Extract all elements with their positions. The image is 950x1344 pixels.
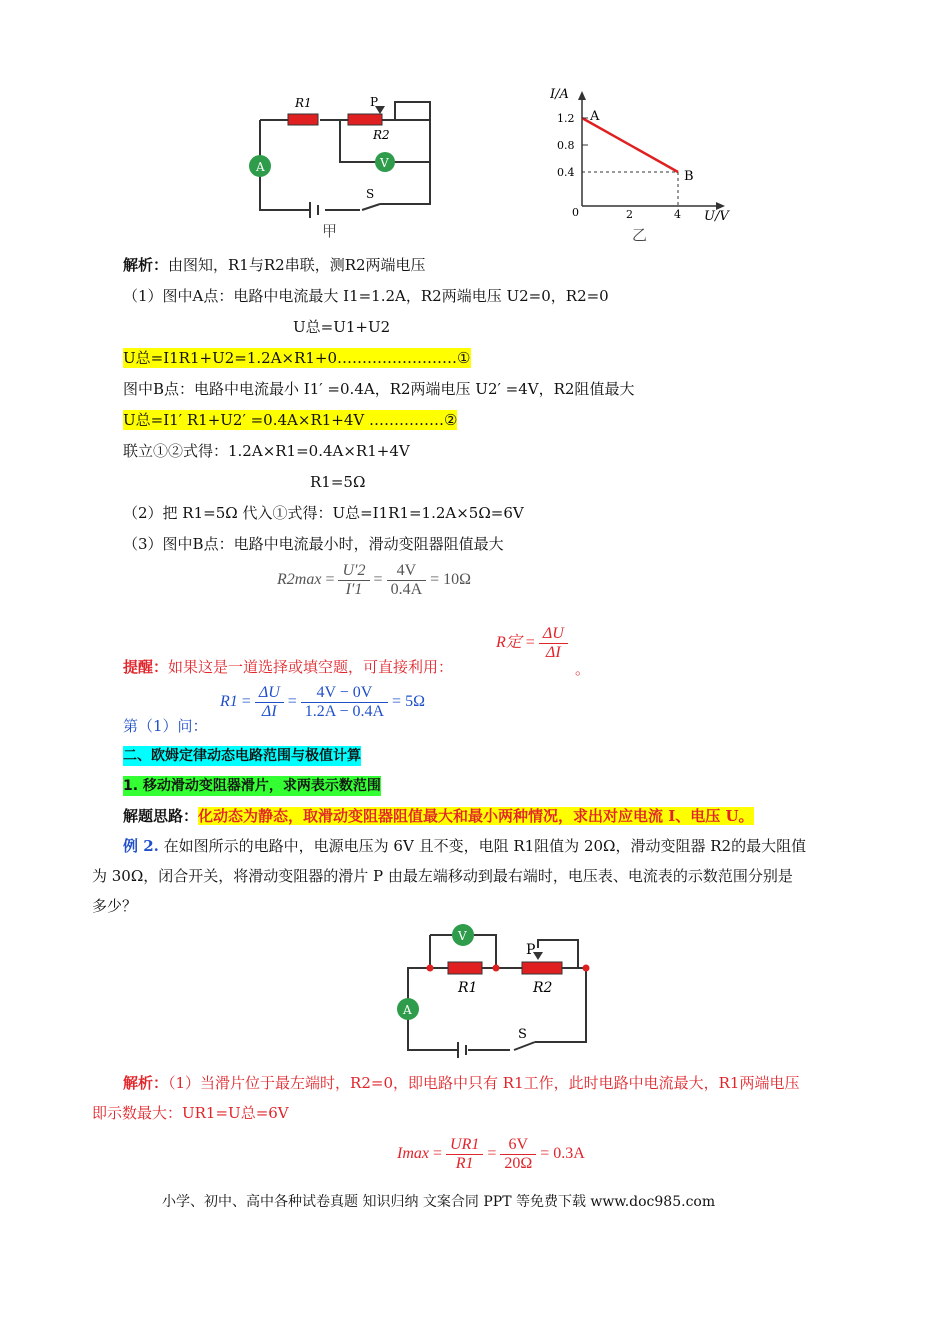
analysis2-label: 解析： (123, 1074, 169, 1092)
formula-lhs: R1 (220, 693, 238, 711)
formula-lhs: Imax (397, 1145, 429, 1163)
formula-lhs: R定 (496, 634, 522, 652)
approach-label: 解题思路： (123, 807, 199, 825)
slider-p-label: P (370, 95, 379, 109)
formula-r1: R1 = $\frac{\Delta U}{\Delta I}$ = $\frac{4V - 0V}{1.2A - 0.4A}$ = 5Ω (220, 684, 425, 720)
voltmeter-label: V (380, 156, 389, 170)
formula-result: = 0.3A (540, 1145, 585, 1163)
figure-caption-jia: 甲 (322, 222, 338, 240)
ammeter-label: A (403, 1003, 412, 1017)
formula-lhs: R2max (277, 571, 322, 589)
point-a-label: A (590, 109, 600, 124)
voltmeter-label: V (458, 929, 467, 943)
tip-text: 如果这是一道选择或填空题，可直接利用： (168, 658, 454, 676)
analysis-line: （2）把 R1=5Ω 代入①式得：U总=I1R1=1.2A×5Ω=6V (123, 504, 524, 522)
equation-line: R1=5Ω (310, 473, 366, 491)
fraction-denominator: 20Ω (504, 1155, 533, 1172)
highlighted-equation: U总=I1′ R1+U2′ =0.4A×R1+4V ……………② (123, 411, 458, 429)
fraction-denominator: ΔI (261, 703, 277, 720)
y-tick: 0.4 (557, 166, 575, 179)
formula-r-ding: R定 = $\frac{\Delta U}{\Delta I}$ (496, 625, 568, 662)
formula-imax: Imax = $\frac{UR1}{R1}$ = $\frac{6V}{20\Omega}$ = 0.3A (397, 1136, 585, 1172)
fraction-numerator: U′2 (338, 562, 369, 581)
page-footer: 小学、初中、高中各种试卷真题 知识归纳 文案合同 PPT 等免费下载 www.doc985.com (162, 1194, 716, 1210)
r2-label: R2 (373, 128, 390, 142)
subsection-heading: 1. 移动滑动变阻器滑片，求两表示数范围 (123, 778, 381, 794)
x-tick: 0 (572, 206, 579, 219)
example-line (123, 836, 806, 856)
example-text: 多少？ (92, 897, 138, 915)
r2-label: R2 (533, 980, 553, 996)
ammeter-label: A (256, 160, 265, 174)
formula-result: = 10Ω (430, 571, 472, 589)
x-axis-label: U/V (704, 209, 729, 224)
fraction-denominator: 0.4A (390, 581, 423, 598)
tip-line (123, 657, 453, 677)
fraction-denominator: ΔI (545, 644, 561, 661)
highlighted-equation: U总=I1R1+U2=1.2A×R1+0……………………① (123, 349, 471, 367)
equation-line: U总=U1+U2 (293, 318, 391, 336)
circuit-diagram-example2 (390, 920, 600, 1060)
figure-caption-yi: 乙 (632, 226, 648, 244)
fraction-denominator: 1.2A − 0.4A (304, 703, 385, 720)
switch-label: S (366, 187, 375, 201)
fraction-numerator: 6V (500, 1136, 536, 1155)
tip-end: 。 (575, 660, 591, 678)
x-tick: 4 (674, 208, 681, 221)
analysis2-text: （1）当滑片位于最左端时，R2=0，即电路中只有 R1工作，此时电路中电流最大，R1两端电压 (168, 1074, 800, 1092)
circuit-diagram-jia (240, 92, 440, 242)
question-1-label: 第（1）问： (123, 717, 208, 735)
tip-label: 提醒： (123, 658, 169, 676)
y-tick: 0.8 (557, 139, 575, 152)
fraction-numerator: ΔU (255, 684, 284, 703)
fraction-numerator: 4V − 0V (301, 684, 388, 703)
fraction-numerator: 4V (387, 562, 427, 581)
analysis-line: （1）图中A点：电路中电流最大 I1=1.2A，R2两端电压 U2=0，R2=0 (123, 287, 609, 305)
example-label: 例 2. (123, 837, 159, 855)
analysis2-line (123, 1073, 799, 1093)
analysis2-text: 即示数最大：UR1=U总=6V (92, 1104, 289, 1122)
analysis-line: 图中B点：电路中电流最小 I1′ =0.4A，R2两端电压 U2′ =4V，R2阻值最大 (123, 380, 635, 398)
fraction-denominator: R1 (455, 1155, 474, 1172)
analysis-line: （3）图中B点：电路中电流最小时，滑动变阻器阻值最大 (123, 535, 504, 553)
x-tick: 2 (626, 208, 633, 221)
y-axis-label: I/A (550, 88, 569, 102)
analysis-text: 由图知，R1与R2串联，测R2两端电压 (168, 256, 426, 274)
fraction-numerator: UR1 (446, 1136, 483, 1155)
r1-label: R1 (458, 980, 478, 996)
analysis-label: 解析： (123, 256, 169, 274)
analysis-line: 联立①②式得：1.2A×R1=0.4A×R1+4V (123, 442, 410, 460)
r1-label: R1 (295, 96, 312, 110)
fraction-denominator: I′1 (345, 581, 363, 598)
switch-label: S (518, 1027, 527, 1042)
slider-p-label: P (526, 942, 536, 958)
graph-yi (550, 88, 750, 248)
example-text: 在如图所示的电路中，电源电压为 6V 且不变，电阻 R1阻值为 20Ω，滑动变阻器 R2的最大阻值 (158, 837, 807, 855)
analysis-line (123, 255, 426, 275)
formula-result: = 5Ω (392, 693, 425, 711)
example-text: 为 30Ω，闭合开关，将滑动变阻器的滑片 P 由最左端移动到最右端时，电压表、电流表的示数范围分别是 (92, 867, 793, 885)
approach-line (123, 806, 754, 826)
fraction-numerator: ΔU (539, 625, 568, 644)
point-b-label: B (684, 169, 694, 184)
section-heading: 二、欧姆定律动态电路范围与极值计算 (123, 748, 361, 764)
formula-r2max: R2max = $\frac{U'2}{I'1}$ = $\frac{4V}{0.4A}$ = 10Ω (277, 562, 472, 598)
y-tick: 1.2 (557, 112, 575, 125)
approach-text: 化动态为静态，取滑动变阻器阻值最大和最小两种情况，求出对应电流 I、电压 U。 (198, 807, 754, 825)
